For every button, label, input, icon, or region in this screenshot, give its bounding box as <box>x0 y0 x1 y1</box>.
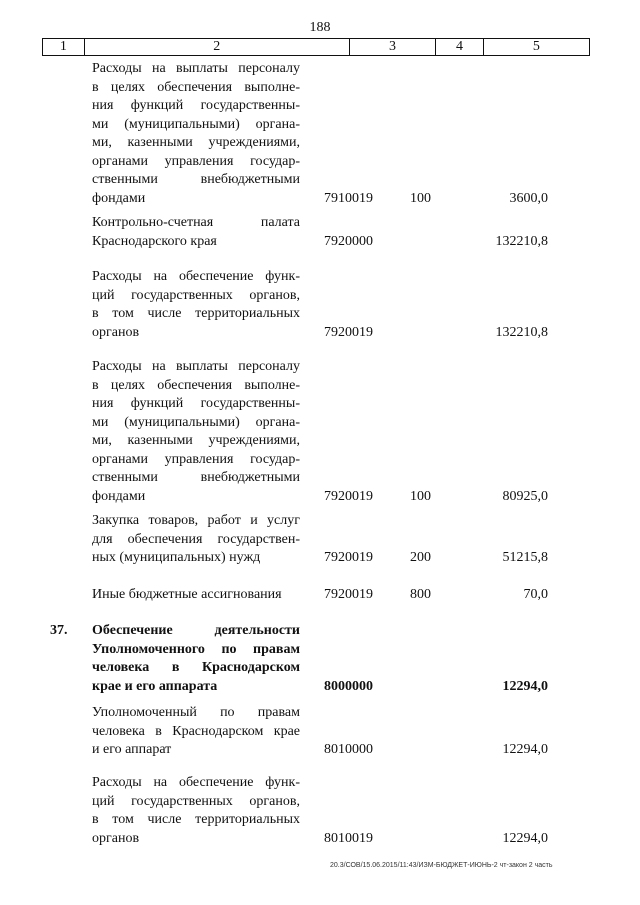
row-name-line: Уполномоченный по правам <box>92 705 300 720</box>
row-name-line: Иные бюджетные ассигнования <box>92 587 282 602</box>
row-code: 7920019 <box>324 324 373 340</box>
row-name-line: фондами <box>92 190 146 206</box>
row-name-line: Уполномоченного по правам <box>92 641 300 657</box>
column-header-3: 3 <box>350 39 436 55</box>
row-amount: 12294,0 <box>502 742 548 757</box>
row-name-line: Расходы на обеспечение функ- <box>92 269 300 284</box>
row-name-line: фондами <box>92 488 146 504</box>
row-name-line: Расходы на выплаты персоналу <box>92 359 300 374</box>
row-name-line: Краснодарского края <box>92 233 217 249</box>
row-name <box>92 512 300 568</box>
row-code: 7920019 <box>324 587 373 602</box>
row-name-line: в целях обеспечения выполне- <box>92 377 300 393</box>
row-number: 37. <box>50 623 68 638</box>
row-name-line: для обеспечения государствен- <box>92 531 300 547</box>
row-name-line: в том числе территориальных <box>92 306 300 321</box>
row-amount: 51215,8 <box>502 550 548 565</box>
row-amount: 132210,8 <box>495 233 548 249</box>
table-header <box>42 38 590 56</box>
row-name-line: ми, казенными учреждениями, <box>92 433 300 448</box>
row-amount: 132210,8 <box>495 324 548 340</box>
row-name-line: ния функций государственны- <box>92 396 300 411</box>
row-name-line: Обеспечение деятельности <box>92 623 300 638</box>
row-name-line: ций государственных органов, <box>92 287 300 303</box>
row-expense-type: 200 <box>410 550 431 565</box>
row-name-line: ния функций государственны- <box>92 98 300 113</box>
row-name <box>92 358 300 506</box>
row-code: 8010000 <box>324 742 373 757</box>
row-name <box>92 214 300 251</box>
row-name <box>92 268 300 342</box>
row-name-line: и его аппарат <box>92 742 172 757</box>
column-header-1: 1 <box>43 39 85 55</box>
row-name-line: органами управления государ- <box>92 451 300 467</box>
row-code: 7920019 <box>324 488 373 504</box>
row-name-line: ственными внебюджетными <box>92 172 300 187</box>
row-name-line: человека в Краснодарском <box>92 660 300 675</box>
column-header-4: 4 <box>436 39 484 55</box>
row-name-line: ми (муниципальными) органа- <box>92 116 300 132</box>
row-code: 8000000 <box>324 678 373 694</box>
row-name <box>92 586 300 605</box>
row-name-line: органов <box>92 830 140 846</box>
row-name-line: органами управления государ- <box>92 153 300 169</box>
row-code: 8010019 <box>324 830 373 846</box>
row-amount: 80925,0 <box>502 488 548 504</box>
row-name-line: крае и его аппарата <box>92 678 218 694</box>
row-name-line: в целях обеспечения выполне- <box>92 79 300 95</box>
row-name <box>92 622 300 696</box>
column-header-2: 2 <box>85 39 350 55</box>
row-name-line: органов <box>92 324 140 340</box>
row-name-line: Расходы на выплаты персоналу <box>92 61 300 76</box>
document-footer-code: 20.3/СОВ/15.06.2015/11:43/ИЗМ-БЮДЖЕТ-ИЮНЬ-2 чт-закон 2 часть <box>330 862 553 869</box>
row-name-line: Контрольно-счетная палата <box>92 215 300 230</box>
row-name-line: ми, казенными учреждениями, <box>92 135 300 150</box>
row-name <box>92 60 300 208</box>
row-name-line: Расходы на обеспечение функ- <box>92 775 300 790</box>
row-amount: 3600,0 <box>509 190 548 206</box>
row-amount: 12294,0 <box>502 830 548 846</box>
row-name-line: Закупка товаров, работ и услуг <box>92 513 300 528</box>
row-name-line: ных (муниципальных) нужд <box>92 550 261 565</box>
column-header-5: 5 <box>532 39 540 54</box>
row-expense-type: 800 <box>410 587 431 602</box>
row-name-line: ций государственных органов, <box>92 793 300 809</box>
page-number: 188 <box>309 20 331 35</box>
row-name-line: ми (муниципальными) органа- <box>92 414 300 430</box>
row-code: 7920019 <box>324 550 373 565</box>
row-code: 7920000 <box>324 233 373 249</box>
row-expense-type: 100 <box>410 190 431 206</box>
row-name <box>92 704 300 760</box>
row-amount: 12294,0 <box>502 678 548 694</box>
row-name-line: в том числе территориальных <box>92 812 300 827</box>
row-amount: 70,0 <box>523 587 548 602</box>
row-name-line: ственными внебюджетными <box>92 470 300 485</box>
row-code: 7910019 <box>324 190 373 206</box>
row-name-line: человека в Краснодарском крае <box>92 723 300 739</box>
row-expense-type: 100 <box>410 488 431 504</box>
row-name <box>92 774 300 848</box>
